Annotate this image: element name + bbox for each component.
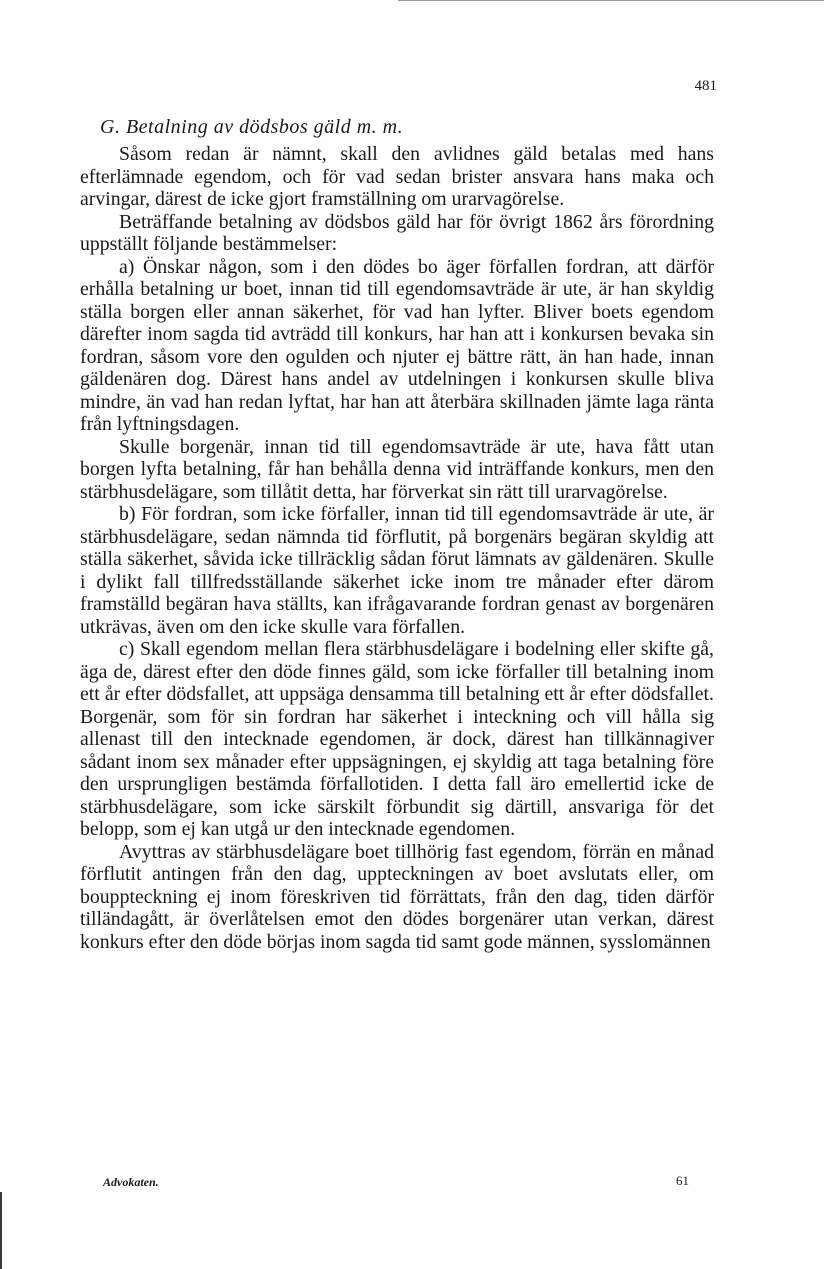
paragraph-regulations: Beträffande betalning av dödsbos gäld har för övrigt 1862 års förordning uppställt följande bestämmelser: [80,210,714,255]
footer-signature: Advokaten. [103,1175,159,1189]
footer-sheet-number: 61 [676,1173,689,1188]
scan-edge-rule [398,0,824,1]
paragraph-intro: Såsom redan är nämnt, skall den avlidnes gäld betalas med hans efterlämnade egendom, och för vad sedan brister ansvara hans maka och arvingar, därest de icke gjort framställning om urarvagörelse. [80,143,714,210]
paragraph-a: a) Önskar någon, som i den dödes bo äger förfallen fordran, att därför erhålla betalning ur boet, innan tid till egendomsavträde är ute, är han skyldig ställa borgen eller annan säkerhet, för vad han lyfter. Bliver boets egendom därefter inom sagda tid avträdd till konkurs, har han att i konkursen bevaka sin fordran, såsom vore den ogulden och njuter ej bättre rätt, än han hade, innan gäldenären dog. Därest hans andel av utdelningen i konkursen skulle bliva mindre, än vad han redan lyftat, har han att återbära skillnaden jämte laga ränta från lyftningsdagen. [80,255,714,435]
section-heading: G. Betalning av dödsbos gäld m. m. [100,116,404,138]
page-number: 481 [694,78,717,94]
scan-edge-shadow [0,1192,2,1269]
paragraph-property-sale: Avyttras av stärbhusdelägare boet tillhörig fast egendom, förrän en månad förflutit antingen från den dag, uppteckningen av boet avslutats eller, om bouppteckning ej inom föreskriven tid förrättats, från den dag, tiden därför tilländagått, är överlåtelsen emot den dödes borgenärer utan verkan, därest konkurs efter den döde börjas inom sagda tid samt gode männen, sysslomännen [80,840,714,953]
paragraph-b: b) För fordran, som icke förfaller, innan tid till egendomsavträde är ute, är stärbhusdelägare, sedan nämnda tid förflutit, på borgenärs begäran skyldig att ställa säkerhet, såvida icke tillräcklig sådan förut lämnats av gäldenären. Skulle i dylikt fall tillfredsställande säkerhet icke inom tre månader efter därom framställd begäran hava ställts, kan ifrågavarande fordran genast av borgenären utkrävas, även om den icke skulle vara förfallen. [80,503,714,638]
body-text [80,143,714,953]
paragraph-c: c) Skall egendom mellan flera stärbhusdelägare i bodelning eller skifte gå, äga de, därest efter den döde finnes gäld, som icke förfaller till betalning inom ett år efter dödsfallet, att uppsäga densamma till betalning ett år efter dödsfallet. Borgenär, som för sin fordran har säkerhet i inteckning och vill hålla sig allenast till den intecknade egendomen, är dock, därest han tillkännagiver sådant inom sex månader efter uppsägningen, ej skyldig att taga betalning före den ursprungligen bestämda förfallotiden. I detta fall äro emellertid icke de stärbhusdelägare, som icke särskilt förbundit sig därtill, ansvariga för det belopp, som ej kan utgå ur den intecknade egendomen. [80,638,714,840]
paragraph-a-continued: Skulle borgenär, innan tid till egendomsavträde är ute, hava fått utan borgen lyfta betalning, får han behålla denna vid inträffande konkurs, men den stärbhusdelägare, som tillåtit detta, har förverkat sin rätt till urarvagörelse. [80,435,714,503]
